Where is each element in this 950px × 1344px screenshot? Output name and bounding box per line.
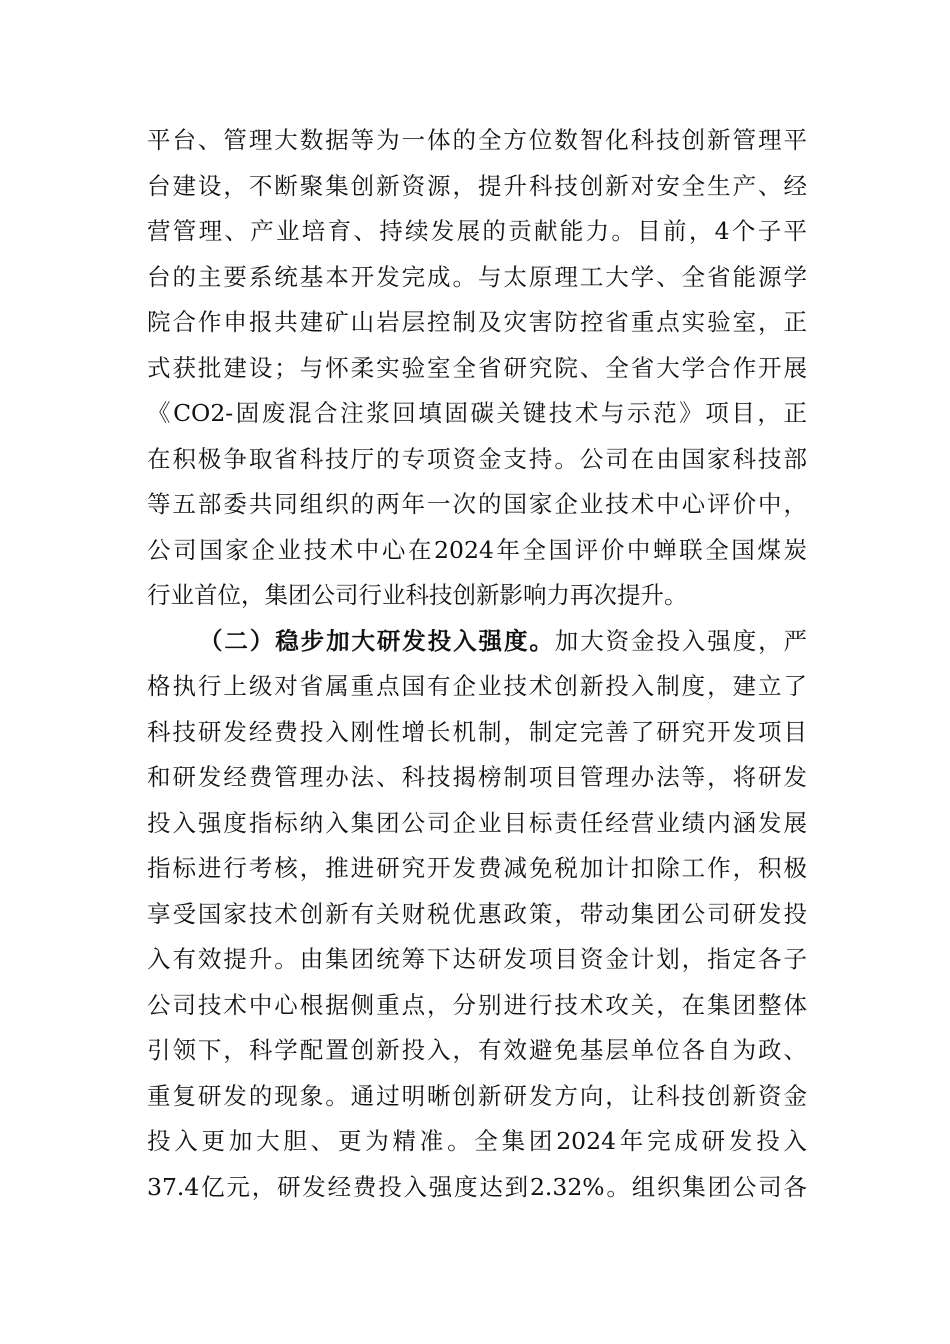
- section-heading: （二）稳步加大研发投入强度。: [199, 626, 555, 655]
- paragraph-line: 37.4亿元，研发经费投入强度达到2.32%。组织集团公司各: [147, 1172, 807, 1201]
- paragraph-line: 指标进行考核，推进研究开发费减免税加计扣除工作，积极: [147, 854, 807, 882]
- paragraph-line: 行业首位，集团公司行业科技创新影响力再次提升。: [147, 581, 688, 609]
- paragraph-line: 营管理、产业培育、持续发展的贡献能力。目前，4个子平: [147, 217, 807, 245]
- paragraph-line: 在积极争取省科技厅的专项资金支持。公司在由国家科技部: [147, 444, 807, 473]
- paragraph-line: 投入强度指标纳入集团公司企业目标责任经营业绩内涵发展: [147, 808, 807, 837]
- paragraph-line: 台的主要系统基本开发完成。与太原理工大学、全省能源学: [147, 262, 807, 291]
- section-heading-line: [147, 619, 807, 665]
- paragraph-line: 台建设，不断聚集创新资源，提升科技创新对安全生产、经: [147, 171, 807, 200]
- paragraph-line: 等五部委共同组织的两年一次的国家企业技术中心评价中，: [147, 490, 807, 518]
- paragraph-line: 公司国家企业技术中心在2024年全国评价中蝉联全国煤炭: [147, 535, 807, 564]
- paragraph-line: 引领下，科学配置创新投入，有效避免基层单位各自为政、: [147, 1036, 807, 1064]
- paragraph-line: 享受国家技术创新有关财税优惠政策，带动集团公司研发投: [147, 899, 807, 928]
- paragraph-line: 平台、管理大数据等为一体的全方位数智化科技创新管理平: [147, 126, 807, 154]
- paragraph-line: 投入更加大胆、更为精准。全集团2024年完成研发投入: [147, 1127, 807, 1155]
- paragraph-line: 格执行上级对省属重点国有企业技术创新投入制度，建立了: [147, 672, 807, 700]
- paragraph-line: 式获批建设；与怀柔实验室全省研究院、全省大学合作开展: [147, 353, 807, 382]
- paragraph-line: 入有效提升。由集团统筹下达研发项目资金计划，指定各子: [147, 945, 807, 973]
- section-heading-rest: 加大资金投入强度，严: [554, 626, 808, 655]
- body-text: [147, 118, 807, 1210]
- paragraph-line: 科技研发经费投入刚性增长机制，制定完善了研究开发项目: [147, 717, 807, 746]
- paragraph-line: 公司技术中心根据侧重点，分别进行技术攻关，在集团整体: [147, 990, 807, 1019]
- paragraph-line: 院合作申报共建矿山岩层控制及灾害防控省重点实验室，正: [147, 308, 807, 336]
- paragraph-line: 和研发经费管理办法、科技揭榜制项目管理办法等，将研发: [147, 763, 807, 791]
- paragraph-line: 《CO2-固废混合注浆回填固碳关键技术与示范》项目，正: [147, 399, 807, 427]
- paragraph-line: 重复研发的现象。通过明晰创新研发方向，让科技创新资金: [147, 1081, 807, 1110]
